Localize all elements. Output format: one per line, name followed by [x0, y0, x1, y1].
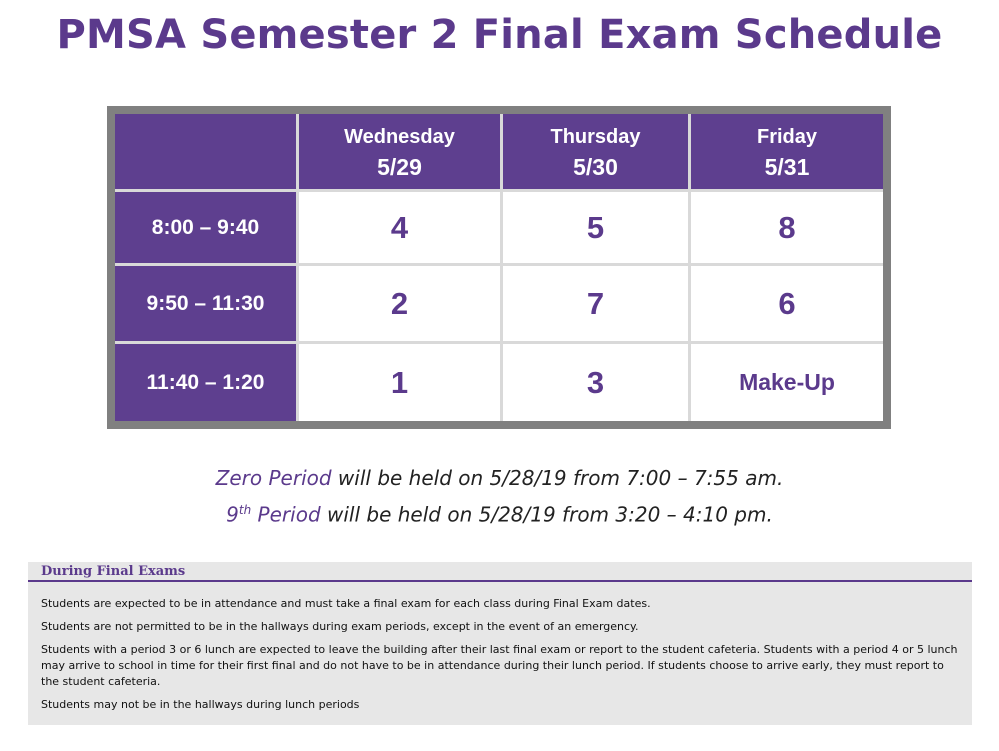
final-exams-rules-box — [28, 562, 972, 725]
header-cell-friday — [691, 114, 883, 192]
period-cell: 1 — [299, 344, 503, 421]
ninth-period-note — [0, 494, 999, 531]
time-slot-cell: 11:40 – 1:20 — [115, 344, 299, 421]
table-row — [115, 192, 883, 266]
table-header-row — [115, 114, 883, 192]
header-corner-cell — [115, 114, 299, 192]
period-cell: 4 — [299, 192, 503, 266]
page-title: PMSA Semester 2 Final Exam Schedule — [56, 12, 943, 58]
rules-divider — [28, 580, 972, 582]
header-day: Wednesday — [344, 125, 455, 148]
period-cell: 5 — [503, 192, 691, 266]
period-cell: 2 — [299, 266, 503, 344]
header-cell-thursday — [503, 114, 691, 192]
period-cell-makeup: Make-Up — [691, 344, 883, 421]
ninth-period-suffix: th — [238, 503, 252, 517]
period-cell: 8 — [691, 192, 883, 266]
period-cell: 7 — [503, 266, 691, 344]
rule-paragraph: Students may not be in the hallways during lunch periods — [41, 698, 360, 711]
header-cell-wednesday — [299, 114, 503, 192]
header-day: Friday — [756, 125, 818, 148]
table-row — [115, 266, 883, 344]
zero-period-note — [0, 462, 999, 494]
time-slot-cell: 8:00 – 9:40 — [115, 192, 299, 266]
ninth-period-number: 9 — [226, 502, 239, 527]
ninth-period-label: Period — [251, 502, 321, 527]
header-date: 5/30 — [573, 153, 618, 180]
rules-box-title: During Final Exams — [41, 564, 186, 579]
period-cell: 6 — [691, 266, 883, 344]
special-periods-notes — [0, 462, 999, 531]
rule-paragraph: Students are not permitted to be in the hallways during exam periods, except in the event of an emergency. — [41, 620, 639, 633]
header-date: 5/31 — [764, 153, 810, 180]
rule-paragraph: Students with a period 3 or 6 lunch are expected to leave the building after their last final exam or report to the student cafeteria. Students with a period 4 or 5 lunch may arrive to school in time for their first final and do not have to be in attendance during their lunch period. If students choose to arrive early, they must report to the student cafeteria. — [41, 643, 958, 688]
schedule-table — [115, 114, 883, 421]
zero-period-text: will be held on 5/28/19 from 7:00 – 7:55 am. — [331, 466, 784, 490]
table-row — [115, 344, 883, 421]
rule-paragraph: Students are expected to be in attendance and must take a final exam for each class during Final Exam dates. — [41, 597, 651, 610]
header-date: 5/29 — [377, 153, 422, 180]
period-cell: 3 — [503, 344, 691, 421]
time-slot-cell: 9:50 – 11:30 — [115, 266, 299, 344]
zero-period-label: Zero Period — [215, 466, 332, 490]
header-day: Thursday — [550, 125, 641, 148]
ninth-period-text: will be held on 5/28/19 from 3:20 – 4:10 pm. — [320, 502, 773, 527]
schedule-table-frame — [107, 106, 891, 429]
rules-body — [41, 596, 961, 720]
